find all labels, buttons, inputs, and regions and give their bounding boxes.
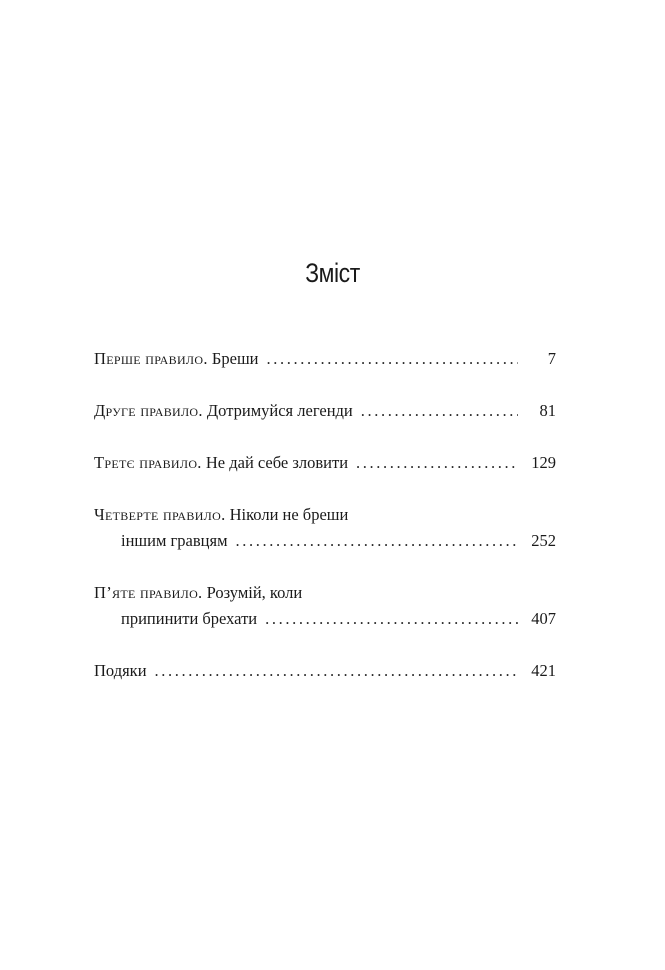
rule-text: Розумій, коли xyxy=(206,583,303,602)
toc-entry-1[interactable] xyxy=(94,346,556,372)
dot-leader xyxy=(361,398,518,424)
rule-number: Третє правило. xyxy=(94,453,202,472)
toc-entry-3[interactable] xyxy=(94,450,556,476)
toc-entry-4[interactable] xyxy=(94,502,556,554)
toc-entry-acknowledgements[interactable] xyxy=(94,658,556,684)
page-number: 7 xyxy=(547,349,556,368)
toc-entry-label xyxy=(94,502,556,528)
toc-entry-label: Подяки xyxy=(94,661,147,680)
toc-entry-label xyxy=(94,450,348,476)
toc-entry-label xyxy=(94,398,353,424)
toc-entry-5[interactable] xyxy=(94,580,556,632)
toc-entry-label xyxy=(94,346,258,372)
page-number: 129 xyxy=(531,453,556,472)
dot-leader xyxy=(265,606,518,632)
dot-leader xyxy=(236,528,518,554)
rule-text: Не дай себе зловити xyxy=(205,453,349,472)
table-of-contents xyxy=(94,346,556,684)
dot-leader xyxy=(356,450,518,476)
page-number: 81 xyxy=(539,401,556,420)
rule-text: Ніколи не бреши xyxy=(229,505,349,524)
toc-entry-2[interactable] xyxy=(94,398,556,424)
page-number: 421 xyxy=(531,661,556,680)
rule-text: Бреши xyxy=(211,349,259,368)
rule-number: Друге правило. xyxy=(94,401,203,420)
toc-entry-label xyxy=(94,580,556,606)
rule-text-continuation: іншим гравцям xyxy=(121,531,228,550)
page-title: Зміст xyxy=(305,258,360,288)
rule-text-continuation: припинити брехати xyxy=(121,609,258,628)
rule-number: П’яте правило. xyxy=(94,583,203,602)
rule-number: Четверте правило. xyxy=(94,505,226,524)
rule-text: Дотримуйся легенди xyxy=(206,401,353,420)
dot-leader xyxy=(155,658,518,684)
page-number: 407 xyxy=(531,609,556,628)
rule-number: Перше правило. xyxy=(94,349,208,368)
dot-leader xyxy=(266,346,518,372)
page-number: 252 xyxy=(531,531,556,550)
